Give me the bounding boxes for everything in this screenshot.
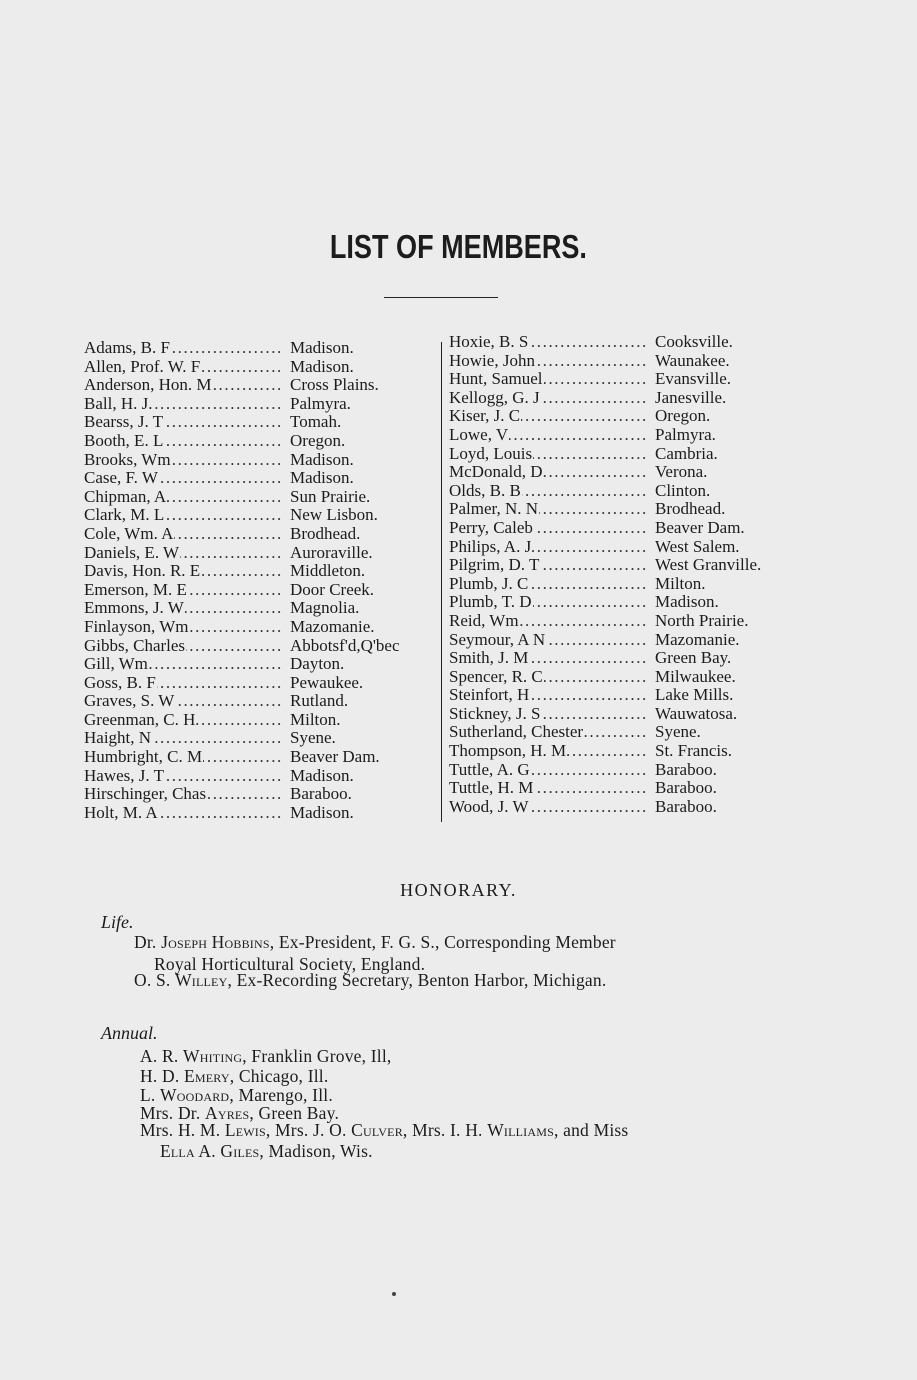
entry-text: , Ex-Recording Secretary, Benton Harbor, Michigan. — [227, 970, 607, 990]
member-place: Oregon. — [655, 406, 711, 426]
member-name: Emerson, M. E — [84, 580, 187, 599]
member-name-cell — [449, 631, 649, 650]
member-row — [84, 469, 400, 488]
member-name: Hirschinger, Chas — [84, 785, 207, 804]
member-row — [449, 779, 761, 798]
member-place: Cross Plains. — [290, 375, 379, 395]
member-row — [84, 785, 400, 804]
member-place: Mazomanie. — [290, 616, 375, 636]
member-name-cell — [449, 649, 649, 668]
member-name-cell — [84, 562, 284, 581]
annual-entry-emery — [140, 1066, 328, 1087]
member-place: Magnolia. — [290, 598, 360, 618]
member-row — [84, 451, 400, 470]
entry-initials: A. R. — [140, 1046, 179, 1066]
member-place: Palmyra. — [655, 424, 716, 444]
member-name-cell — [449, 798, 649, 817]
member-name: Bearss, J. T — [84, 413, 164, 432]
member-name-cell — [449, 482, 649, 501]
member-name: Willey — [175, 970, 228, 990]
member-row — [449, 723, 761, 742]
member-name: Wood, J. W — [449, 797, 529, 816]
member-place: Milton. — [655, 573, 706, 593]
member-name: Tuttle, A. G — [449, 760, 530, 779]
member-row — [449, 649, 761, 668]
entry-initials: O. S. — [134, 970, 171, 990]
member-row — [449, 370, 761, 389]
member-place: Auroraville. — [290, 542, 373, 562]
annual-entry-whiting — [140, 1046, 392, 1067]
member-name: Reid, Wm — [449, 611, 519, 630]
member-place: Brodhead. — [290, 523, 361, 543]
member-name-cell — [449, 352, 649, 371]
member-row — [449, 631, 761, 650]
entry-text: , and Miss — [553, 1120, 629, 1140]
member-place: Middleton. — [290, 561, 366, 581]
member-name: Greenman, C. H — [84, 710, 196, 729]
page-title: LIST OF MEMBERS. — [329, 228, 587, 265]
member-name-cell — [84, 376, 284, 395]
member-name-cell — [449, 370, 649, 389]
member-name-cell — [449, 407, 649, 426]
member-name: Kellogg, G. J — [449, 388, 540, 407]
member-name-cell — [449, 593, 649, 612]
member-name: Hunt, Samuel — [449, 370, 543, 389]
member-row — [84, 692, 400, 711]
member-row — [84, 729, 400, 748]
member-name: Stickney, J. S — [449, 704, 541, 723]
member-name-cell — [84, 785, 284, 804]
member-row — [449, 761, 761, 780]
entry-text: , Green Bay. — [249, 1103, 340, 1123]
member-row — [84, 581, 400, 600]
member-name-cell — [84, 395, 284, 414]
member-row — [449, 798, 761, 817]
member-place: Brodhead. — [655, 499, 726, 519]
member-place: Baraboo. — [655, 778, 717, 798]
member-name: Perry, Caleb — [449, 518, 533, 537]
member-name-cell — [84, 618, 284, 637]
member-place: Cooksville. — [655, 332, 733, 351]
member-name: Goss, B. F — [84, 673, 156, 692]
member-name-cell — [449, 742, 649, 761]
member-name-cell — [449, 538, 649, 557]
member-name: Haight, N — [84, 729, 152, 748]
member-name-cell — [84, 767, 284, 786]
member-place: Dayton. — [290, 654, 345, 674]
member-name: Whiting — [183, 1046, 243, 1066]
member-place: Evansville. — [655, 369, 732, 389]
member-name-cell — [84, 413, 284, 432]
member-row — [84, 562, 400, 581]
member-name-cell — [84, 711, 284, 730]
member-name: Seymour, A N — [449, 630, 546, 649]
member-place: New Lisbon. — [290, 505, 378, 525]
member-row — [84, 358, 400, 377]
entry-text: , Ex-President, F. G. S., Corresponding Member — [269, 932, 616, 952]
life-entry-willey — [134, 970, 606, 991]
member-place: Syene. — [290, 728, 336, 748]
annual-entry-lewis-culver-williams — [140, 1120, 628, 1141]
member-name: Gibbs, Charles — [84, 636, 186, 655]
member-name-cell — [449, 705, 649, 724]
member-name: Loyd, Louis — [449, 444, 533, 463]
member-name: Steinfort, H — [449, 686, 530, 705]
member-name: Olds, B. B — [449, 481, 521, 500]
member-row — [449, 538, 761, 557]
member-name-cell — [449, 333, 649, 352]
member-name: Smith, J. M — [449, 649, 529, 668]
member-row — [84, 506, 400, 525]
member-row — [449, 352, 761, 371]
member-name: Plumb, J. C — [449, 574, 529, 593]
entry-initials: H. D. — [140, 1066, 180, 1086]
member-row — [84, 767, 400, 786]
member-row — [84, 711, 400, 730]
member-row — [84, 618, 400, 637]
member-name: Anderson, Hon. M — [84, 376, 212, 395]
member-place: Madison. — [290, 449, 354, 469]
member-name: Cole, Wm. A — [84, 524, 174, 543]
member-name: Davis, Hon. R. E — [84, 562, 201, 581]
member-name: Graves, S. W — [84, 692, 175, 711]
member-row — [84, 339, 400, 358]
member-name-cell — [449, 761, 649, 780]
member-row — [449, 575, 761, 594]
member-place: Baraboo. — [290, 784, 352, 804]
member-name-cell — [449, 426, 649, 445]
member-place: Beaver Dam. — [655, 517, 745, 537]
member-name: Emery — [183, 1066, 230, 1086]
member-name: Plumb, T. D — [449, 593, 532, 612]
member-name-cell — [84, 674, 284, 693]
member-name-cell — [84, 488, 284, 507]
member-place: Rutland. — [290, 691, 349, 711]
member-name: Pilgrim, D. T — [449, 556, 540, 575]
member-name-cell — [449, 556, 649, 575]
member-name: Lowe, V — [449, 425, 509, 444]
member-name-cell — [449, 686, 649, 705]
member-name: Sutherland, Chester — [449, 723, 584, 742]
member-row — [84, 395, 400, 414]
member-place: Verona. — [655, 462, 708, 482]
member-row — [449, 333, 761, 352]
member-name-cell — [84, 506, 284, 525]
member-name-cell — [449, 575, 649, 594]
annual-entry-giles — [160, 1141, 373, 1162]
member-name: Emmons, J. W — [84, 599, 184, 618]
entry-text: , Madison, Wis. — [259, 1141, 373, 1161]
member-row — [84, 544, 400, 563]
member-name: Joseph Hobbins — [161, 932, 270, 952]
member-row — [84, 748, 400, 767]
entry-initials: L. — [140, 1085, 156, 1105]
member-row — [84, 525, 400, 544]
member-name: Chipman, A — [84, 487, 167, 506]
member-name: Spencer, R. C — [449, 667, 543, 686]
member-name-cell — [449, 463, 649, 482]
member-name-cell — [449, 668, 649, 687]
member-name-cell — [449, 500, 649, 519]
entry-title: Mrs. Dr. — [140, 1103, 201, 1123]
member-name: Daniels, E. W — [84, 543, 180, 562]
member-name-cell — [84, 637, 284, 656]
member-name-cell — [449, 612, 649, 631]
member-place: North Prairie. — [655, 610, 749, 630]
member-name-cell — [84, 451, 284, 470]
member-place: Madison. — [290, 468, 354, 488]
member-row — [449, 445, 761, 464]
member-place: Oregon. — [290, 430, 346, 450]
member-place: Beaver Dam. — [290, 747, 380, 767]
member-place: Wauwatosa. — [655, 703, 738, 723]
member-name: Ayres — [205, 1103, 250, 1123]
member-name: Adams, B. F — [84, 339, 170, 357]
member-place: Cambria. — [655, 443, 718, 463]
entry-text: , Marengo, Ill. — [229, 1085, 333, 1105]
member-row — [449, 482, 761, 501]
member-place: Madison. — [290, 802, 354, 822]
member-name: Woodard — [160, 1085, 230, 1105]
member-place: Madison. — [655, 592, 719, 612]
member-place: Madison. — [290, 356, 354, 376]
member-row — [449, 612, 761, 631]
honorary-heading: HONORARY. — [400, 880, 517, 900]
member-row — [84, 488, 400, 507]
member-name-cell — [449, 519, 649, 538]
member-row — [449, 686, 761, 705]
member-name-cell — [84, 339, 284, 358]
member-name: Lewis — [224, 1120, 266, 1140]
member-row — [84, 804, 400, 823]
annual-label: Annual. — [101, 1023, 158, 1043]
member-name-cell — [449, 389, 649, 408]
column-divider — [441, 342, 442, 822]
member-place: Janesville. — [655, 387, 727, 407]
member-row — [84, 637, 400, 656]
member-name-cell — [84, 599, 284, 618]
member-name: Hoxie, B. S — [449, 333, 529, 351]
entry-title: , Mrs. J. O. — [265, 1120, 347, 1140]
member-name: Palmer, N. N — [449, 500, 539, 519]
member-place: Lake Mills. — [655, 685, 734, 705]
member-name: Tuttle, H. M — [449, 779, 534, 798]
member-name-cell — [449, 723, 649, 742]
member-name-cell — [84, 432, 284, 451]
member-name: Allen, Prof. W. F — [84, 357, 201, 376]
member-name: Clark, M. L — [84, 506, 165, 525]
member-name: Humbright, C. M — [84, 748, 203, 767]
member-name: Thompson, H. M — [449, 742, 567, 761]
member-place: Baraboo. — [655, 759, 717, 779]
entry-title: Mrs. H. M. — [140, 1120, 221, 1140]
member-name: Howie, John — [449, 351, 535, 370]
member-place: St. Francis. — [655, 741, 732, 761]
title-rule — [384, 297, 498, 298]
member-name: Case, F. W — [84, 469, 158, 488]
members-column-left — [84, 339, 400, 822]
member-name: Finlayson, Wm — [84, 617, 189, 636]
member-row — [449, 389, 761, 408]
member-row — [84, 376, 400, 395]
member-name-cell — [84, 692, 284, 711]
member-name: McDonald, D — [449, 463, 543, 482]
member-name: Kiser, J. C — [449, 407, 521, 426]
member-place: Pewaukee. — [290, 672, 364, 692]
member-row — [449, 426, 761, 445]
member-name: Brooks, Wm — [84, 450, 171, 469]
member-row — [84, 599, 400, 618]
member-place: Sun Prairie. — [290, 486, 371, 506]
member-name: Holt, M. A — [84, 803, 158, 822]
member-row — [84, 655, 400, 674]
page-speck — [392, 1292, 396, 1296]
entry-title: , Mrs. I. H. — [402, 1120, 483, 1140]
member-name-cell — [449, 445, 649, 464]
life-entry-hobbins — [134, 932, 616, 953]
member-name-cell — [449, 779, 649, 798]
member-place: Clinton. — [655, 480, 711, 500]
member-name-cell — [84, 655, 284, 674]
member-place: Madison. — [290, 338, 354, 357]
member-name-cell — [84, 748, 284, 767]
member-row — [449, 742, 761, 761]
member-name: Hawes, J. T — [84, 766, 164, 785]
member-place: Door Creek. — [290, 579, 375, 599]
member-place: West Granville. — [655, 555, 762, 575]
member-place: Palmyra. — [290, 393, 351, 413]
member-name: Gill, Wm — [84, 655, 148, 674]
member-name-cell — [84, 804, 284, 823]
member-place: Milwaukee. — [655, 666, 736, 686]
member-name-cell — [84, 525, 284, 544]
member-row — [449, 500, 761, 519]
member-row — [449, 519, 761, 538]
members-column-right — [449, 333, 761, 816]
member-place: Syene. — [655, 722, 701, 742]
member-place: Baraboo. — [655, 796, 717, 816]
member-place: Madison. — [290, 765, 354, 785]
member-place: Milton. — [290, 709, 341, 729]
member-place: West Salem. — [655, 536, 740, 556]
member-name: Philips, A. J — [449, 537, 532, 556]
life-label: Life. — [101, 912, 134, 932]
entry-text: , Chicago, Ill. — [229, 1066, 329, 1086]
member-name-cell — [84, 729, 284, 748]
member-row — [449, 593, 761, 612]
member-row — [84, 674, 400, 693]
member-name-cell — [84, 581, 284, 600]
member-name: Ball, H. J. — [84, 394, 153, 413]
member-row — [449, 705, 761, 724]
member-place: Tomah. — [290, 412, 342, 432]
member-row — [449, 668, 761, 687]
entry-title: Dr. — [134, 932, 157, 952]
member-row — [449, 556, 761, 575]
member-place: Mazomanie. — [655, 629, 740, 649]
member-name: Williams — [487, 1120, 554, 1140]
member-name-cell — [84, 358, 284, 377]
member-name: Culver — [351, 1120, 403, 1140]
member-place: Waunakee. — [655, 350, 730, 370]
member-row — [449, 463, 761, 482]
member-name: Booth, E. L — [84, 431, 164, 450]
member-name: Ella A. Giles — [160, 1141, 260, 1161]
member-place: Abbotsf'd,Q'bec — [290, 635, 400, 655]
member-name-cell — [84, 469, 284, 488]
life-entry-hobbins-continued: Royal Horticultural Society, England. — [154, 954, 426, 974]
member-row — [449, 407, 761, 426]
member-place: Green Bay. — [655, 648, 732, 668]
member-name-cell — [84, 544, 284, 563]
member-row — [84, 413, 400, 432]
member-row — [84, 432, 400, 451]
entry-text: , Franklin Grove, Ill, — [242, 1046, 392, 1066]
